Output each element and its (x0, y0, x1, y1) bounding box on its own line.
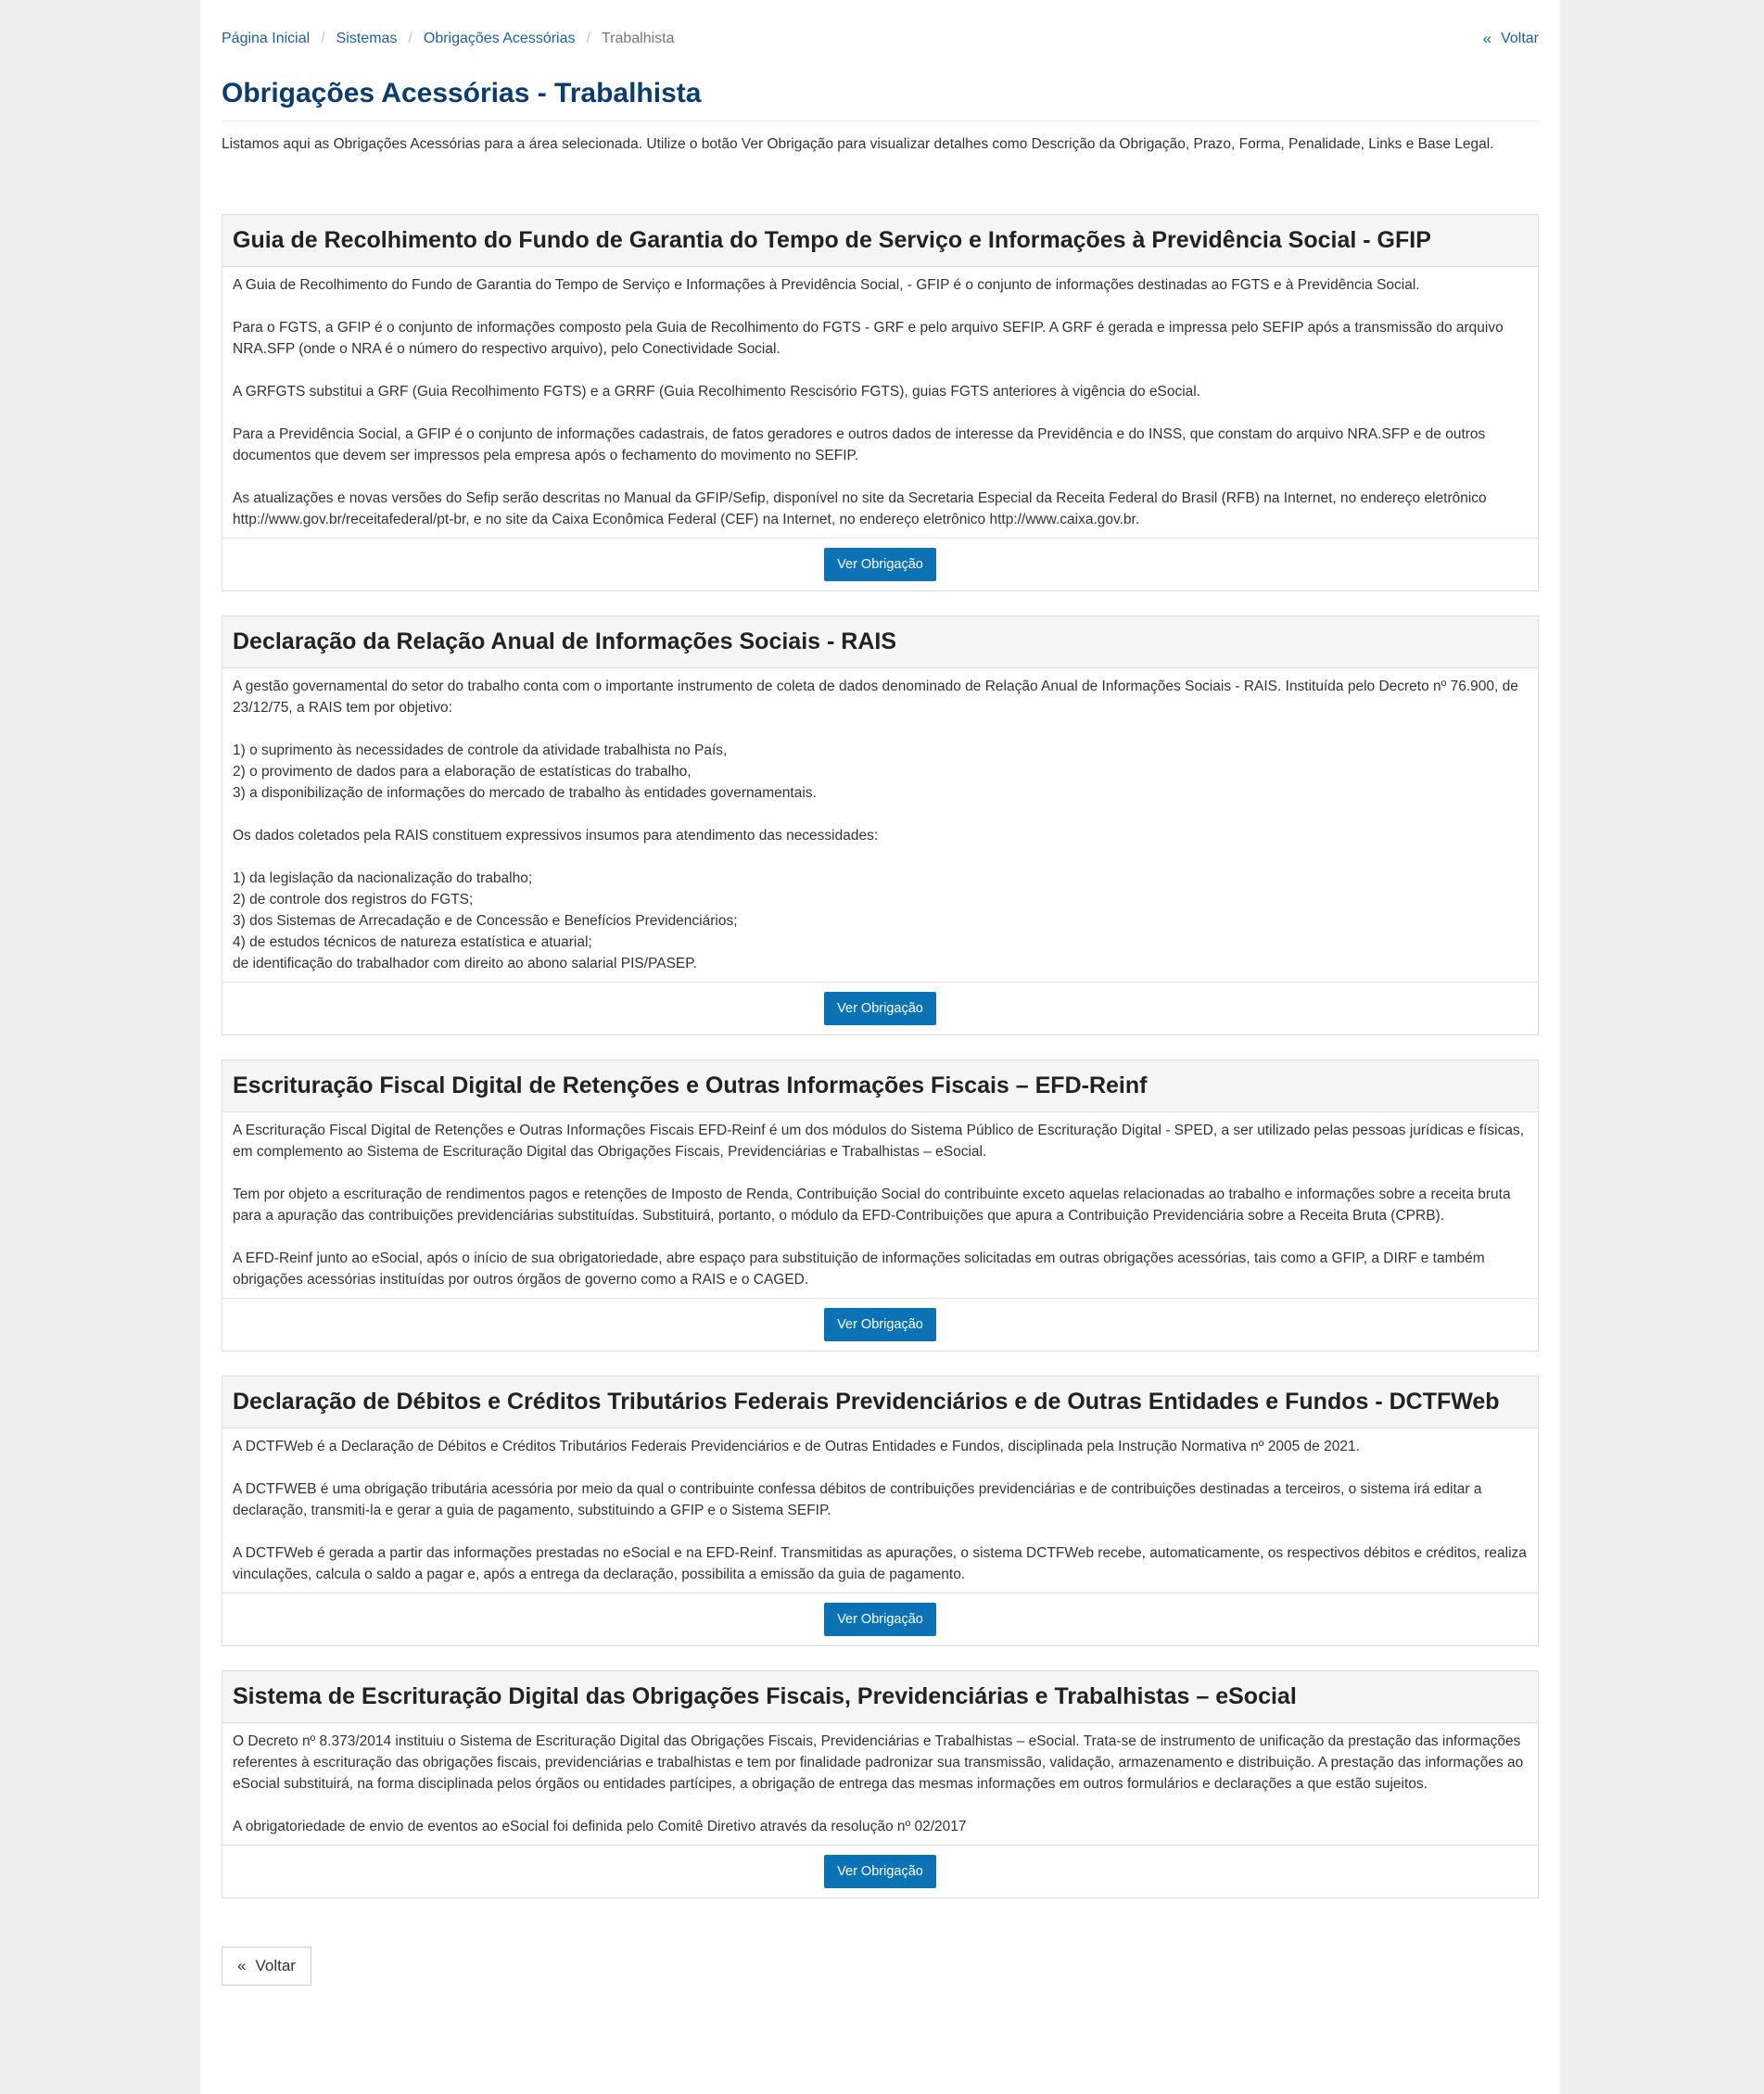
obligation-card (222, 1376, 1539, 1646)
ver-obrigacao-button[interactable]: Ver Obrigação (824, 992, 936, 1025)
ver-obrigacao-button[interactable]: Ver Obrigação (824, 548, 936, 581)
top-back-link[interactable] (1483, 30, 1539, 48)
card-paragraph: A Escrituração Fiscal Digital de Retenções e Outras Informações Fiscais EFD-Reinf é um dos módulos do Sistema Público de Escrituração Digital - SPED, a ser utilizado pelas pessoas jurídicas e físicas, em complemento ao Sistema de Escrituração Digital das Obrigações Fiscais, Previdenciárias e Trabalhistas – eSocial. (233, 1123, 1525, 1160)
top-back-label: Voltar (1501, 31, 1539, 46)
page-intro: Listamos aqui as Obrigações Acessórias para a área selecionada. Utilize o botão Ver Obrigação para visualizar detalhes como Descrição da Obrigação, Prazo, Forma, Penalidade, Links e Base Legal. (222, 136, 1494, 152)
card-title: Escrituração Fiscal Digital de Retenções e Outras Informações Fiscais – EFD-Reinf (233, 1072, 1148, 1098)
breadcrumb-current: Trabalhista (601, 31, 675, 46)
card-paragraph: Tem por objeto a escrituração de rendimentos pagos e retenções de Imposto de Renda, Contribuição Social do contribuinte exceto aquelas relacionadas ao trabalho e informações sobre a receita bruta para a apuração das contribuições previdenciárias substituídas. Substituirá, portanto, o módulo da EFD-Contribuições que apura a Contribuição Previdenciária sobre a Receita Bruta (CPRB). (233, 1187, 1511, 1224)
card-description (222, 1112, 1538, 1299)
breadcrumb-separator: / (321, 31, 325, 46)
card-footer (222, 1846, 1538, 1897)
card-title: Guia de Recolhimento do Fundo de Garantia do Tempo de Serviço e Informações à Previdência Social - GFIP (233, 227, 1431, 253)
card-title: Declaração de Débitos e Créditos Tributários Federais Previdenciários e de Outras Entidades e Fundos - DCTFWeb (233, 1389, 1500, 1415)
card-paragraph: Para o FGTS, a GFIP é o conjunto de informações composto pela Guia de Recolhimento do FGTS - GRF e pelo arquivo SEFIP. A GRF é gerada e impressa pelo SEFIP após a transmissão do arquivo NRA.SFP (onde o NRA é o número do respectivo arquivo), pelo Conectividade Social. (233, 320, 1504, 357)
double-chevron-left-icon: « (1482, 30, 1492, 47)
card-header (222, 215, 1538, 267)
card-paragraph: Os dados coletados pela RAIS constituem expressivos insumos para atendimento das necessidades: (233, 828, 879, 844)
obligation-card (222, 616, 1539, 1035)
card-footer (222, 983, 1538, 1034)
card-paragraph: A obrigatoriedade de envio de eventos ao eSocial foi definida pelo Comitê Diretivo através da resolução nº 02/2017 (233, 1819, 967, 1834)
page-title: Obrigações Acessórias - Trabalhista (222, 78, 1539, 121)
card-description (222, 1428, 1538, 1593)
breadcrumb-separator: / (408, 31, 412, 46)
obligation-card (222, 214, 1539, 591)
card-paragraph: A DCTFWeb é a Declaração de Débitos e Créditos Tributários Federais Previdenciários e de Outras Entidades e Fundos, disciplinada pela Instrução Normativa nº 2005 de 2021. (233, 1439, 1360, 1454)
top-bar (222, 26, 1539, 52)
card-paragraph: 1) da legislação da nacionalização do trabalho; 2) de controle dos registros do FGTS; 3) dos Sistemas de Arrecadação e de Concessão e Benefícios Previdenciários; 4) de estudos técnicos de natureza estatística e atuarial; de identificação do trabalhador com direito ao abono salarial PIS/PASEP. (233, 870, 738, 971)
card-footer (222, 1593, 1538, 1645)
obligation-list (222, 214, 1539, 1898)
page-container (200, 0, 1560, 2094)
breadcrumb-separator: / (586, 31, 590, 46)
ver-obrigacao-button[interactable]: Ver Obrigação (824, 1308, 936, 1341)
card-paragraph: A DCTFWeb é gerada a partir das informações prestadas no eSocial e na EFD-Reinf. Transmitidas as apurações, o sistema DCTFWeb recebe, automaticamente, os respectivos débitos e créditos, realiza vinculações, calcula o saldo a pagar e, após a entrega da declaração, possibilita a emissão da guia de pagamento. (233, 1545, 1527, 1582)
card-footer (222, 1299, 1538, 1351)
card-paragraph: O Decreto nº 8.373/2014 instituiu o Sistema de Escrituração Digital das Obrigações Fiscais, Previdenciárias e Trabalhistas – eSocial. Trata-se de instrumento de unificação da prestação das informações referentes à escrituração das obrigações fiscais, previdenciárias e trabalhistas e tem por finalidade padronizar sua transmissão, validação, armazenamento e distribuição. A prestação das informações ao eSocial substituirá, na forma disciplinada pelos órgãos ou entidades partícipes, a obrigação de entrega das mesmas informações em outros formulários e declarações a que estão sujeitos. (233, 1733, 1524, 1792)
card-description (222, 1723, 1538, 1846)
ver-obrigacao-button[interactable]: Ver Obrigação (824, 1603, 936, 1636)
card-header (222, 1060, 1538, 1112)
ver-obrigacao-button[interactable]: Ver Obrigação (824, 1855, 936, 1888)
breadcrumb-obrigacoes[interactable]: Obrigações Acessórias (423, 31, 576, 46)
card-header (222, 1377, 1538, 1428)
breadcrumb (222, 31, 675, 47)
card-title: Sistema de Escrituração Digital das Obrigações Fiscais, Previdenciárias e Trabalhistas – eSocial (233, 1683, 1297, 1709)
card-paragraph: A gestão governamental do setor do trabalho conta com o importante instrumento de coleta de dados denominado de Relação Anual de Informações Sociais - RAIS. Instituída pelo Decreto nº 76.900, de 23/12/75, a RAIS tem por objetivo: (233, 679, 1518, 716)
card-title: Declaração da Relação Anual de Informações Sociais - RAIS (233, 628, 897, 654)
card-footer (222, 539, 1538, 590)
card-paragraph: A EFD-Reinf junto ao eSocial, após o início de sua obrigatoriedade, abre espaço para substituição de informações solicitadas em outras obrigações acessórias, tais como a GFIP, a DIRF e também obrigações acessórias instituídas por outros órgãos de governo como a RAIS e o CAGED. (233, 1250, 1485, 1288)
card-paragraph: A Guia de Recolhimento do Fundo de Garantia do Tempo de Serviço e Informações à Previdência Social, - GFIP é o conjunto de informações destinadas ao FGTS e à Previdência Social. (233, 277, 1420, 293)
double-chevron-left-icon: « (237, 1957, 247, 1974)
card-paragraph: As atualizações e novas versões do Sefip serão descritas no Manual da GFIP/Sefip, disponível no site da Secretaria Especial da Receita Federal do Brasil (RFB) na Internet, no endereço eletrônico http://www.gov.br/receitafederal/pt-br, e no site da Caixa Econômica Federal (CEF) na Internet, no endereço eletrônico http://www.caixa.gov.br. (233, 490, 1487, 527)
breadcrumb-home[interactable]: Página Inicial (222, 31, 311, 46)
card-header (222, 616, 1538, 668)
card-paragraph: A DCTFWEB é uma obrigação tributária acessória por meio da qual o contribuinte confessa débitos de contribuições previdenciárias e de contribuições destinadas a terceiros, o sistema irá editar a declaração, transmiti-la e gerar a guia de pagamento, substituindo a GFIP e o Sistema SEFIP. (233, 1481, 1482, 1518)
obligation-card (222, 1060, 1539, 1352)
card-description (222, 668, 1538, 983)
card-description (222, 267, 1538, 539)
bottom-back-label: Voltar (255, 1957, 296, 1974)
card-paragraph: 1) o suprimento às necessidades de controle da atividade trabalhista no País, 2) o provimento de dados para a elaboração de estatísticas do trabalho, 3) a disponibilização de informações do mercado de trabalho às entidades governamentais. (233, 742, 817, 801)
bottom-back-button[interactable] (222, 1947, 311, 1986)
card-paragraph: A GRFGTS substitui a GRF (Guia Recolhimento FGTS) e a GRRF (Guia Recolhimento Rescisório FGTS), guias FGTS anteriores à vigência do eSocial. (233, 384, 1201, 400)
card-paragraph: Para a Previdência Social, a GFIP é o conjunto de informações cadastrais, de fatos geradores e outros dados de interesse da Previdência e do INSS, que constam do arquivo NRA.SFP e de outros documentos que devem ser impressos pela empresa após o fechamento do movimento no SEFIP. (233, 426, 1486, 463)
obligation-card (222, 1670, 1539, 1898)
breadcrumb-sistemas[interactable]: Sistemas (336, 31, 398, 46)
card-header (222, 1671, 1538, 1723)
